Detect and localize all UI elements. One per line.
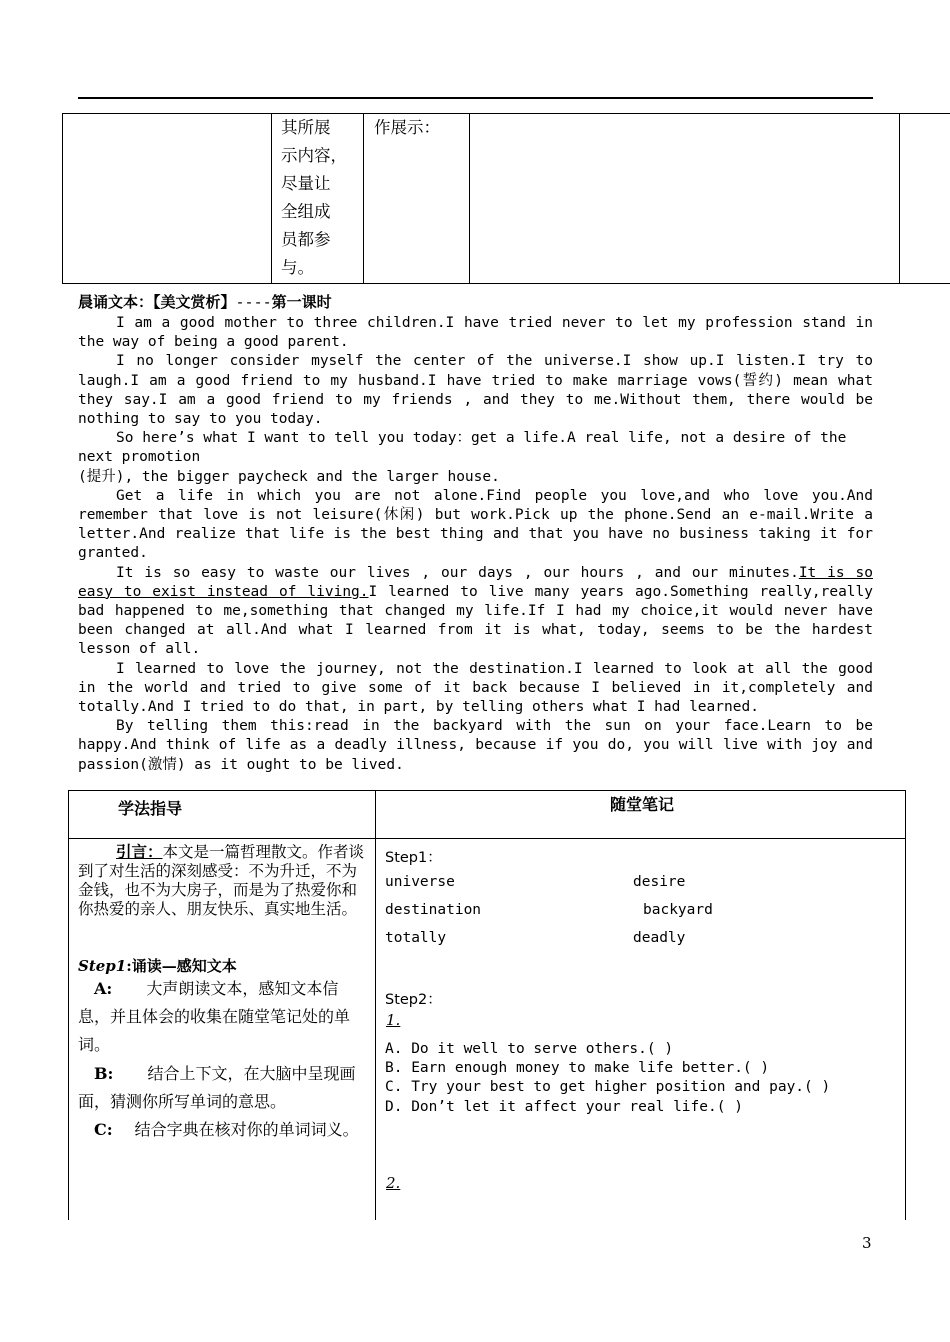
top-table-cell-2: 其所展 示内容， 尽量让 全组成 员都参 与。 xyxy=(281,118,347,277)
notes-step1: Step1： xyxy=(385,850,442,866)
underlined-sentence: It is so easy to exist instead of living. xyxy=(78,564,873,600)
options xyxy=(385,1040,891,1117)
question-number-2: 2. xyxy=(386,1174,401,1192)
paragraph: (提升), the bigger paycheck and the larger house. xyxy=(78,468,500,485)
notes-step2: Step2： xyxy=(385,992,442,1008)
option-c: C. Try your best to get higher position and pay.( ) xyxy=(385,1079,831,1096)
word: destination xyxy=(385,902,482,918)
paragraph: I learned to love the journey, not the destination.I learned to look at all the good in the world and tried to give some of it back because I believed in it,completely and totally.And I tried to do that, in part, by telling others what I had learned. xyxy=(78,660,873,716)
paragraph: So here’s what I want to tell you today：get a life.A real life, not a desire of the next promotion xyxy=(78,430,847,466)
header-class-notes: 随堂笔记 xyxy=(610,795,675,814)
page-number: 3 xyxy=(862,1234,872,1252)
instruction-b: B: 结合上下文，在大脑中呈现画面，猜测你所写单词的意思。 xyxy=(78,1064,356,1111)
word: desire xyxy=(633,874,686,890)
paragraph: I no longer consider myself the center of the universe.I show up.I listen.I try to laugh.I am a good friend to my husband.I have tried to make marriage vows(誓约) mean what they say.I am a good friend to my friends , and they to me.Without them, there would be nothing to say to you today. xyxy=(78,353,873,428)
passage xyxy=(78,314,873,775)
word: deadly xyxy=(633,930,686,946)
paragraph: By telling them this:read in the backyard with the sun on your face.Learn to be happy.And think of life as a deadly illness, because if you do, you will live with joy and passion(激情) as it ought to be lived. xyxy=(78,718,873,773)
option-b: B. Earn enough money to make life better.( ) xyxy=(385,1060,770,1077)
instruction-c: C: 结合字典在核对你的单词词义。 xyxy=(94,1120,359,1139)
paragraph: It is so easy to waste our lives , our days , our hours , and our minutes.It is so easy to exist instead of living.I learned to live many years ago.Something really,really bad happened to me,something that changed my life.If I had my choice,it would never have been changed at all.And what I learned from it is what, today, seems to be the hardest lesson of all. xyxy=(78,564,873,658)
paragraph: I am a good mother to three children.I have tried never to let my profession stand in the way of being a good parent. xyxy=(78,315,873,351)
instruction-a: A: 大声朗读文本，感知文本信息，并且体会的收集在随堂笔记处的单词。 xyxy=(78,979,351,1054)
option-d: D. Don’t let it affect your real life.( ) xyxy=(385,1098,743,1115)
header-rule xyxy=(78,97,873,99)
header-study-guide: 学法指导 xyxy=(118,799,183,818)
top-table xyxy=(62,113,950,284)
top-table-cell-3: 作展示： xyxy=(374,118,440,137)
step1-title: Step1:诵读—感知文本 xyxy=(78,957,237,975)
question-number-1: 1. xyxy=(386,1011,401,1029)
intro: 引言：本文是一篇哲理散文。作者谈到了对生活的深刻感受：不为升迁，不为金钱，也不为大房子，而是为了热爱你和你热爱的亲人、朋友快乐、真实地生活。 xyxy=(78,842,365,918)
word: totally xyxy=(385,930,447,946)
paragraph: Get a life in which you are not alone.Find people you love,and who love you.And remember that love is not leisure(休闲) but work.Pick up the phone.Send an e-mail.Write a letter.And realize that life is the best thing and that you have no business taking it for granted. xyxy=(78,487,873,562)
word: universe xyxy=(385,874,455,890)
section-title: 晨诵文本：【美文赏析】----第一课时 xyxy=(78,293,332,311)
word: backyard xyxy=(643,902,713,918)
option-a: A. Do it well to serve others.( ) xyxy=(385,1041,674,1057)
